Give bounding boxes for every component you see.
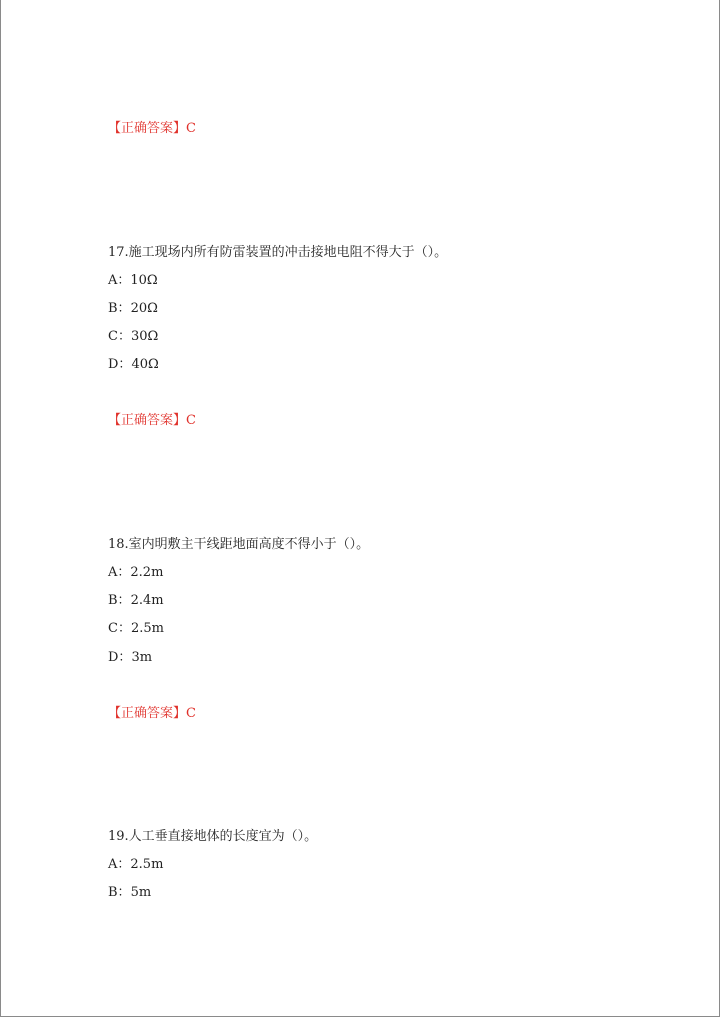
option-d [108, 357, 159, 373]
question-stem: 17.施工现场内所有防雷装置的冲击接地电阻不得大于（）。 [108, 245, 448, 260]
answer-label: 【正确答案】 [108, 413, 187, 428]
option-a [108, 273, 158, 289]
option-b [108, 593, 164, 609]
option-text: 20Ω [130, 301, 158, 316]
option-a [108, 857, 163, 873]
option-d [108, 650, 152, 666]
option-b [108, 301, 158, 317]
answer-value: C [186, 121, 196, 136]
answer-line [108, 706, 196, 722]
option-text: 2.2m [130, 565, 164, 580]
option-text: 2.5m [130, 857, 164, 872]
option-letter: B： [108, 301, 131, 316]
option-c [108, 329, 158, 345]
option-text: 2.4m [130, 593, 164, 608]
option-a [108, 565, 163, 581]
option-text: 40Ω [131, 357, 159, 372]
answer-value: C [186, 706, 196, 721]
answer-value: C [186, 413, 196, 428]
option-letter: D： [108, 650, 132, 665]
option-text: 10Ω [130, 273, 158, 288]
option-letter: A： [108, 565, 131, 580]
option-letter: B： [108, 593, 131, 608]
option-letter: A： [108, 857, 131, 872]
option-text: 3m [131, 650, 153, 665]
option-letter: A： [108, 273, 131, 288]
answer-line [108, 121, 196, 137]
answer-label: 【正确答案】 [108, 706, 187, 721]
option-letter: C： [108, 621, 131, 636]
question-stem: 19.人工垂直接地体的长度宜为（）。 [108, 829, 318, 844]
answer-line [108, 413, 196, 429]
option-letter: D： [108, 357, 132, 372]
question-stem: 18.室内明敷主干线距地面高度不得小于（）。 [108, 537, 370, 552]
option-b [108, 885, 151, 901]
option-text: 2.5m [130, 621, 164, 636]
answer-label: 【正确答案】 [108, 121, 187, 136]
option-text: 5m [130, 885, 152, 900]
option-letter: C： [108, 329, 131, 344]
option-letter: B： [108, 885, 131, 900]
option-text: 30Ω [130, 329, 159, 344]
option-c [108, 621, 164, 637]
